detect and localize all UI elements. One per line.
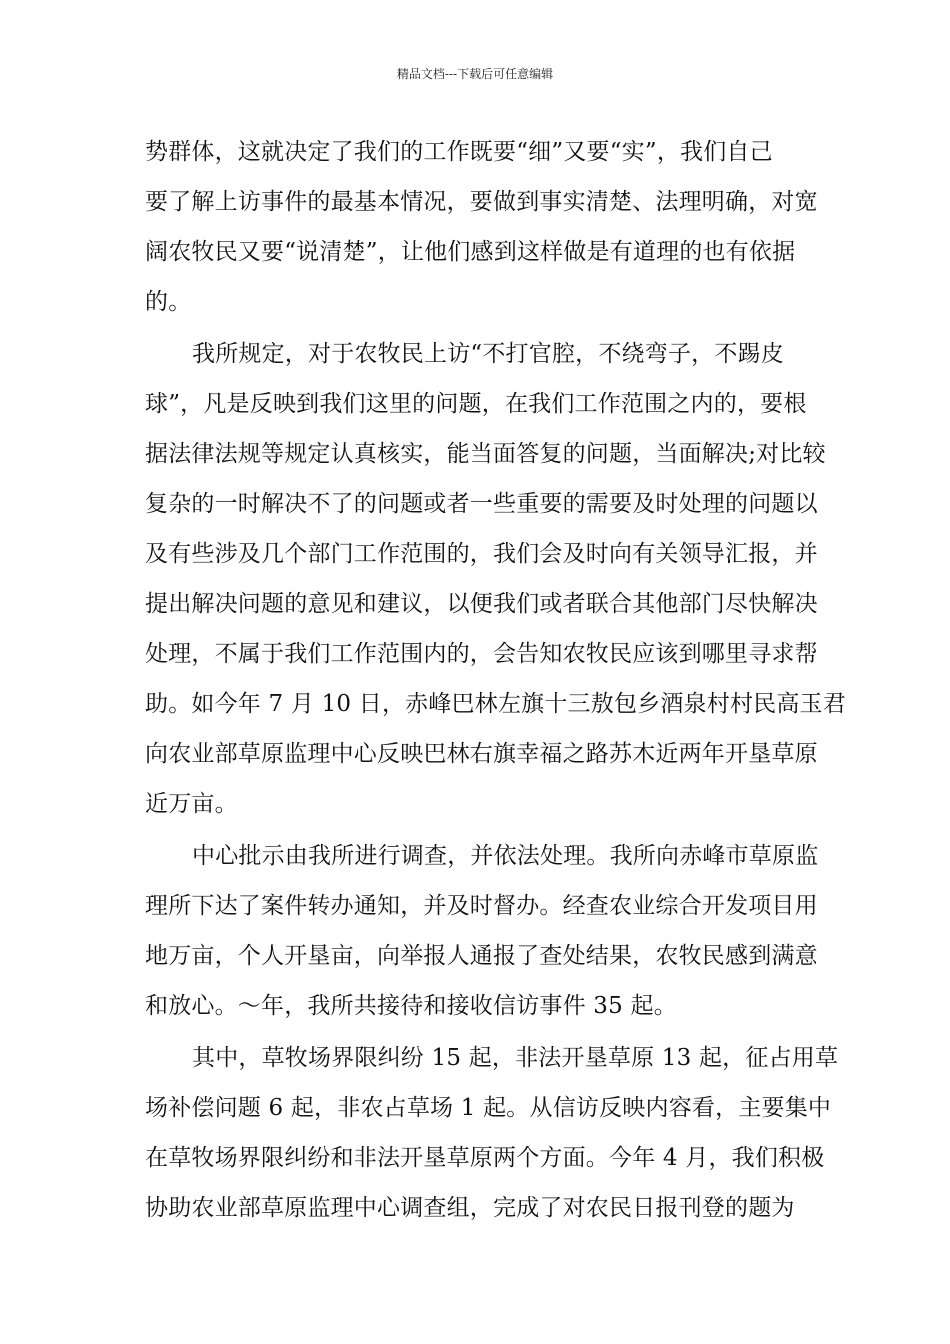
text-line: 其中，草牧场界限纠纷 15 起，非法开垦草原 13 起，征占用草 (192, 1045, 839, 1071)
text-line: 中心批示由我所进行调查，并依法处理。我所向赤峰市草原监 (192, 843, 819, 869)
text-line: 的。 (145, 289, 192, 315)
text-line: 及有些涉及几个部门工作范围的，我们会及时向有关领导汇报，并 (145, 541, 818, 567)
text-line: 提出解决问题的意见和建议，以便我们或者联合其他部门尽快解决 (145, 591, 818, 617)
text-line: 地万亩，个人开垦亩，向举报人通报了查处结果，农牧民感到满意 (145, 943, 818, 969)
text-line: 向农业部草原监理中心反映巴林右旗幸福之路苏木近两年开垦草原 (145, 741, 818, 767)
text-line: 我所规定，对于农牧民上访“不打官腔，不绕弯子，不踢皮 (192, 341, 784, 367)
text-line: 助。如今年 7 月 10 日，赤峰巴林左旗十三敖包乡酒泉村村民高玉君 (145, 691, 846, 717)
text-line: 据法律法规等规定认真核实，能当面答复的问题，当面解决;对比较 (145, 441, 826, 467)
text-line: 和放心。～年，我所共接待和接收信访事件 35 起。 (145, 993, 677, 1019)
text-line: 势群体，这就决定了我们的工作既要“细”又要“实”，我们自己 (145, 139, 773, 165)
text-line: 处理，不属于我们工作范围内的，会告知农牧民应该到哪里寻求帮 (145, 641, 818, 667)
text-line: 理所下达了案件转办通知，并及时督办。经查农业综合开发项目用 (145, 893, 818, 919)
text-line: 在草牧场界限纠纷和非法开垦草原两个方面。今年 4 月，我们积极 (145, 1145, 825, 1171)
text-line: 场补偿问题 6 起，非农占草场 1 起。从信访反映内容看，主要集中 (145, 1095, 832, 1121)
text-line: 球”，凡是反映到我们这里的问题，在我们工作范围之内的，要根 (145, 391, 807, 417)
text-line: 要了解上访事件的最基本情况，要做到事实清楚、法理明确，对宽 (145, 189, 818, 215)
text-line: 协助农业部草原监理中心调查组，完成了对农民日报刊登的题为 (145, 1195, 795, 1221)
text-line: 阔农牧民又要“说清楚”，让他们感到这样做是有道理的也有依据 (145, 239, 796, 265)
text-line: 复杂的一时解决不了的问题或者一些重要的需要及时处理的问题以 (145, 491, 818, 517)
page-header: 精品文档---下载后可任意编辑 (396, 67, 554, 81)
text-line: 近万亩。 (145, 791, 238, 817)
